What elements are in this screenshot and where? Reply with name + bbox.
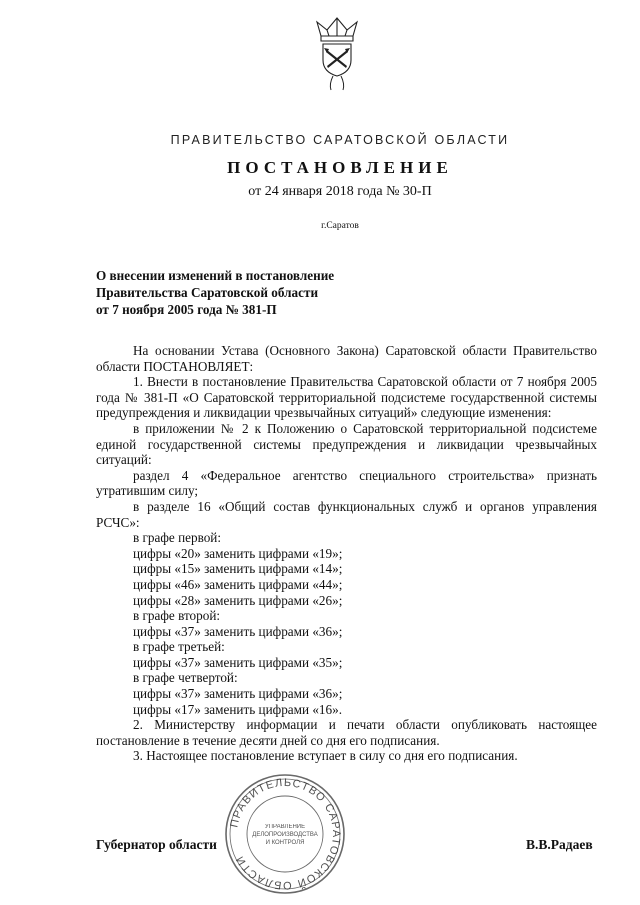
seal-ring-text: ПРАВИТЕЛЬСТВО САРАТОВСКОЙ ОБЛАСТИ bbox=[228, 776, 343, 892]
paragraph-item-1: 1. Внести в постановление Правительства Саратовской области от 7 ноября 2005 года № 381-П «О Саратовской территориальной подсистеме государственной системы предупреждения и ликвидации чрезвычайных ситуаций» следующие изменения: bbox=[96, 374, 597, 421]
list-item: в графе первой: bbox=[133, 530, 222, 546]
signature-name: В.В.Радаев bbox=[526, 837, 593, 852]
paragraph-preamble: На основании Устава (Основного Закона) Саратовской области Правительство области ПОСТАНОВЛЯЕТ: bbox=[96, 343, 597, 374]
paragraph-item-3: 3. Настоящее постановление вступает в силу со дня его подписания. bbox=[133, 748, 518, 764]
list-item: в графе четвертой: bbox=[133, 670, 238, 686]
list-item: в графе третьей: bbox=[133, 639, 225, 655]
coat-of-arms-emblem bbox=[307, 14, 367, 92]
seal-center-text: И КОНТРОЛЯ bbox=[265, 840, 305, 846]
list-item: цифры «28» заменить цифрами «26»; bbox=[133, 592, 343, 608]
list-item: в графе второй: bbox=[133, 608, 221, 624]
document-date-number: от 24 января 2018 года № 30-П bbox=[248, 184, 432, 199]
paragraph-section-16: в разделе 16 «Общий состав функциональных служб и органов управления РСЧС»: bbox=[96, 498, 597, 530]
seal-center-text: ДЕЛОПРОИЗВОДСТВА bbox=[252, 832, 318, 838]
document-subject bbox=[96, 267, 426, 318]
list-item: цифры «20» заменить цифрами «19»; bbox=[133, 545, 343, 561]
document-body bbox=[96, 343, 597, 764]
paragraph-item-2: 2. Министерству информации и печати области опубликовать настоящее постановление в течение десяти дней со дня его подписания. bbox=[96, 717, 597, 748]
city-name: г.Саратов bbox=[321, 221, 359, 231]
list-item: цифры «37» заменить цифрами «36»; bbox=[133, 686, 343, 702]
list-item: цифры «37» заменить цифрами «36»; bbox=[133, 623, 343, 639]
government-name: ПРАВИТЕЛЬСТВО САРАТОВСКОЙ ОБЛАСТИ bbox=[170, 133, 510, 147]
paragraph-section-4: раздел 4 «Федеральное агентство специального строительства» признать утратившим силу; bbox=[96, 467, 597, 499]
subject-line: Правительства Саратовской области bbox=[96, 285, 319, 300]
list-item: цифры «15» заменить цифрами «14»; bbox=[133, 561, 343, 577]
document-type: ПОСТАНОВЛЕНИЕ bbox=[227, 158, 453, 177]
list-item: цифры «46» заменить цифрами «44»; bbox=[133, 576, 343, 592]
subject-line: О внесении изменений в постановление bbox=[96, 268, 335, 283]
list-item: цифры «37» заменить цифрами «35»; bbox=[133, 654, 343, 670]
subject-line: от 7 ноября 2005 года № 381-П bbox=[96, 302, 277, 317]
official-seal bbox=[223, 772, 347, 896]
seal-center-text: УПРАВЛЕНИЕ bbox=[264, 824, 306, 830]
list-item: цифры «17» заменить цифрами «16». bbox=[133, 701, 343, 717]
signature-position: Губернатор области bbox=[96, 837, 217, 852]
paragraph-appendix: в приложении № 2 к Положению о Саратовской территориальной подсистеме единой государственной системы предупреждения и ликвидации чрезвычайных ситуаций: bbox=[96, 420, 597, 468]
